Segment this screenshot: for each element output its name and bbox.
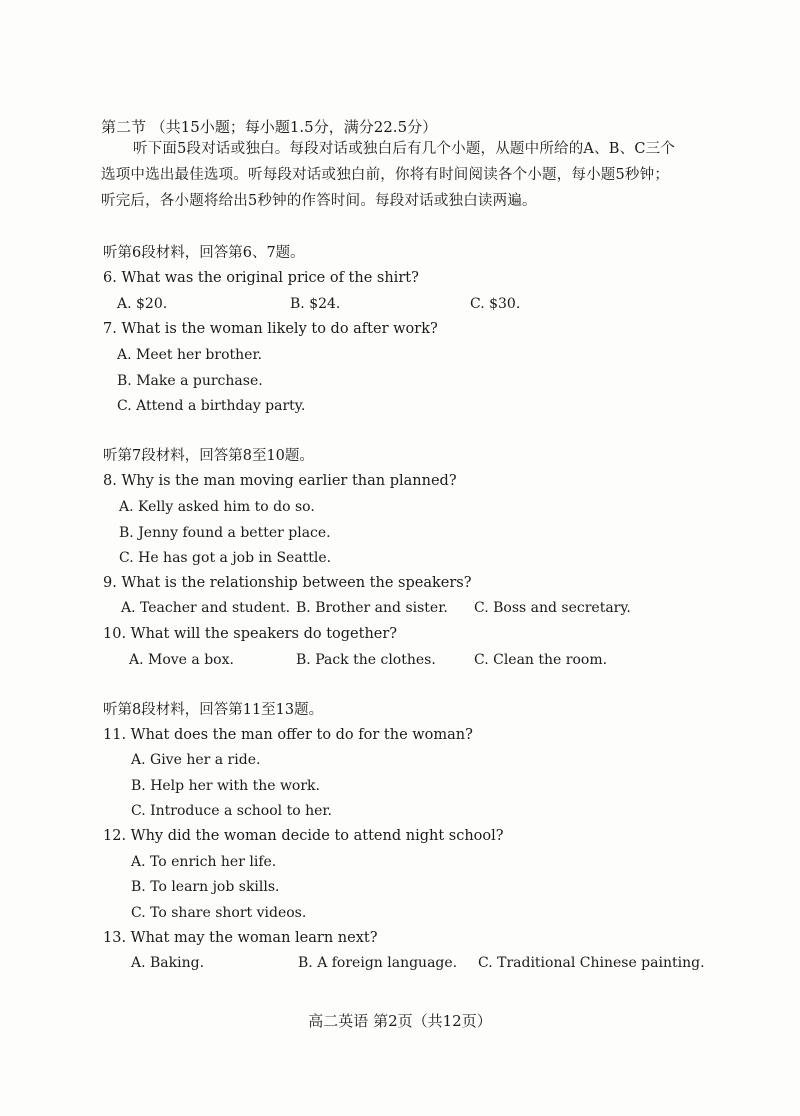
option-a: A. Meet her brother. (117, 347, 263, 363)
option-b: B. Make a purchase. (117, 373, 263, 389)
option-a: A. To enrich her life. (131, 854, 277, 870)
question-stem: 10. What will the speakers do together? (103, 626, 398, 642)
option-c: C. Clean the room. (474, 652, 608, 668)
option-a: A. $20. (117, 296, 168, 312)
question-stem: 12. Why did the woman decide to attend night school? (103, 828, 504, 844)
question-stem: 6. What was the original price of the shirt? (103, 270, 419, 286)
question-stem: 9. What is the relationship between the speakers? (103, 575, 472, 591)
option-b: B. Pack the clothes. (296, 652, 436, 668)
group-header: 听第8段材料，回答第11至13题。 (103, 702, 324, 718)
option-b: B. To learn job skills. (131, 879, 280, 895)
group-header: 听第6段材料，回答第6、7题。 (103, 245, 305, 261)
option-a: A. Baking. (131, 955, 205, 971)
question-stem: 11. What does the man offer to do for the woman? (103, 727, 473, 743)
question-stem: 8. Why is the man moving earlier than planned? (103, 473, 457, 489)
page-footer: 高二英语 第2页（共12页） (308, 1012, 492, 1030)
option-b: B. A foreign language. (298, 955, 458, 971)
option-b: B. $24. (290, 296, 341, 312)
instructions-line-1: 听下面5段对话或独白。每段对话或独白后有几个小题，从题中所给的A、B、C三个 (133, 141, 676, 157)
question-stem: 7. What is the woman likely to do after work? (103, 321, 438, 337)
option-b: B. Brother and sister. (296, 600, 448, 616)
option-c: C. To share short videos. (131, 905, 307, 921)
option-c: C. Attend a birthday party. (117, 398, 306, 414)
option-b: B. Help her with the work. (131, 778, 320, 794)
option-a: A. Teacher and student. (121, 600, 291, 616)
section-title: 第二节 （共15小题；每小题1.5分，满分22.5分） (101, 118, 438, 136)
option-a: A. Kelly asked him to do so. (119, 499, 315, 515)
option-c: C. $30. (470, 296, 521, 312)
option-c: C. Boss and secretary. (474, 600, 631, 616)
option-b: B. Jenny found a better place. (119, 525, 331, 541)
option-c: C. Traditional Chinese painting. (478, 955, 705, 971)
instructions-line-3: 听完后，各小题将给出5秒钟的作答时间。每段对话或独白读两遍。 (101, 193, 537, 209)
option-c: C. He has got a job in Seattle. (119, 550, 332, 566)
instructions-line-2: 选项中选出最佳选项。听每段对话或独白前，你将有时间阅读各个小题，每小题5秒钟； (101, 167, 670, 183)
option-a: A. Move a box. (129, 652, 234, 668)
option-c: C. Introduce a school to her. (131, 803, 332, 819)
group-header: 听第7段材料，回答第8至10题。 (103, 448, 314, 464)
question-stem: 13. What may the woman learn next? (103, 930, 378, 946)
option-a: A. Give her a ride. (131, 752, 261, 768)
